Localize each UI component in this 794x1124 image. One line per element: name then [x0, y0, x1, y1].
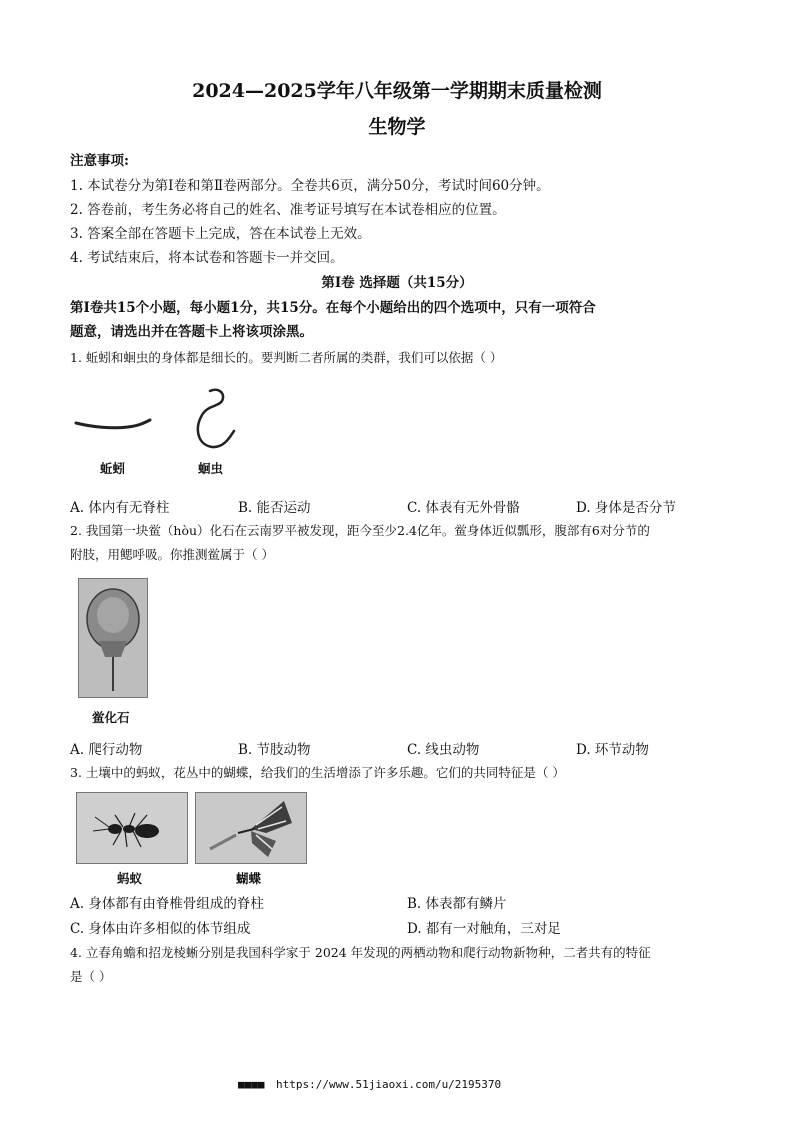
question-3-option-a: A. 身体都有由脊椎骨组成的脊柱 [70, 896, 264, 912]
butterfly-image [195, 792, 307, 864]
notice-item: 2. 答卷前，考生务必将自己的姓名、准考证号填写在本试卷相应的位置。 [70, 202, 506, 218]
horseshoe-crab-fossil-image [78, 578, 148, 698]
caption-earthworm: 蚯蚓 [100, 461, 126, 476]
question-2-option-d: D. 环节动物 [576, 742, 649, 758]
question-3-stem: 3. 土壤中的蚂蚁，花丛中的蝴蝶，给我们的生活增添了许多乐趣。它们的共同特征是（ ） [70, 765, 565, 780]
ant-image [76, 792, 188, 864]
footer-url[interactable]: https://www.51jiaoxi.com/u/2195370 [276, 1078, 502, 1091]
caption-horseshoe-crab-fossil: 鲎化石 [92, 710, 130, 725]
notice-item: 3. 答案全部在答题卡上完成，答在本试卷上无效。 [70, 226, 371, 242]
question-3-option-d: D. 都有一对触角，三对足 [407, 921, 561, 937]
notice-heading: 注意事项: [70, 153, 129, 169]
footer-mark: ■■■■ [238, 1078, 265, 1091]
question-1-stem: 1. 蚯蚓和蛔虫的身体都是细长的。要判断二者所属的类群，我们可以依据（ ） [70, 350, 503, 365]
notice-item: 1. 本试卷分为第Ⅰ卷和第Ⅱ卷两部分。全卷共6页，满分50分，考试时间60分钟。 [70, 178, 550, 194]
caption-ant: 蚂蚁 [117, 871, 143, 886]
question-2-stem: 附肢，用鳃呼吸。你推测鲎属于（ ） [70, 547, 274, 562]
question-1-option-c: C. 体表有无外骨骼 [407, 500, 520, 516]
question-3-option-c: C. 身体由许多相似的体节组成 [70, 921, 251, 937]
question-2-option-a: A. 爬行动物 [70, 742, 143, 758]
question-2-option-c: C. 线虫动物 [407, 742, 480, 758]
question-3-option-b: B. 体表都有鳞片 [407, 896, 507, 912]
question-4-stem: 是（ ） [70, 969, 112, 984]
caption-roundworm: 蛔虫 [198, 461, 224, 476]
section-title: 第Ⅰ卷 选择题（共15分） [321, 275, 473, 291]
question-1-option-d: D. 身体是否分节 [576, 500, 676, 516]
section-instruction: 题意，请选出并在答题卡上将该项涂黑。 [70, 324, 313, 340]
question-4-stem: 4. 立春角蟾和招龙棱蜥分别是我国科学家于 2024 年发现的两栖动物和爬行动物新物种，二者共有的特征 [70, 945, 651, 960]
caption-butterfly: 蝴蝶 [236, 871, 262, 886]
earthworm-image [72, 405, 152, 435]
question-2-option-b: B. 节肢动物 [238, 742, 311, 758]
section-instruction: 第Ⅰ卷共15个小题，每小题1分，共15分。在每个小题给出的四个选项中，只有一项符合 [70, 300, 596, 316]
notice-item: 4. 考试结束后，将本试卷和答题卡一并交回。 [70, 250, 344, 266]
question-1-option-a: A. 体内有无脊柱 [70, 500, 170, 516]
exam-title: 2024—2025学年八年级第一学期期末质量检测 [192, 80, 602, 102]
subject-title: 生物学 [368, 116, 426, 138]
question-2-stem: 2. 我国第一块鲎（hòu）化石在云南罗平被发现，距今至少2.4亿年。鲎身体近似瓢形，腹部有6对分节的 [70, 523, 650, 538]
roundworm-image [180, 385, 240, 453]
question-1-option-b: B. 能否运动 [238, 500, 311, 516]
